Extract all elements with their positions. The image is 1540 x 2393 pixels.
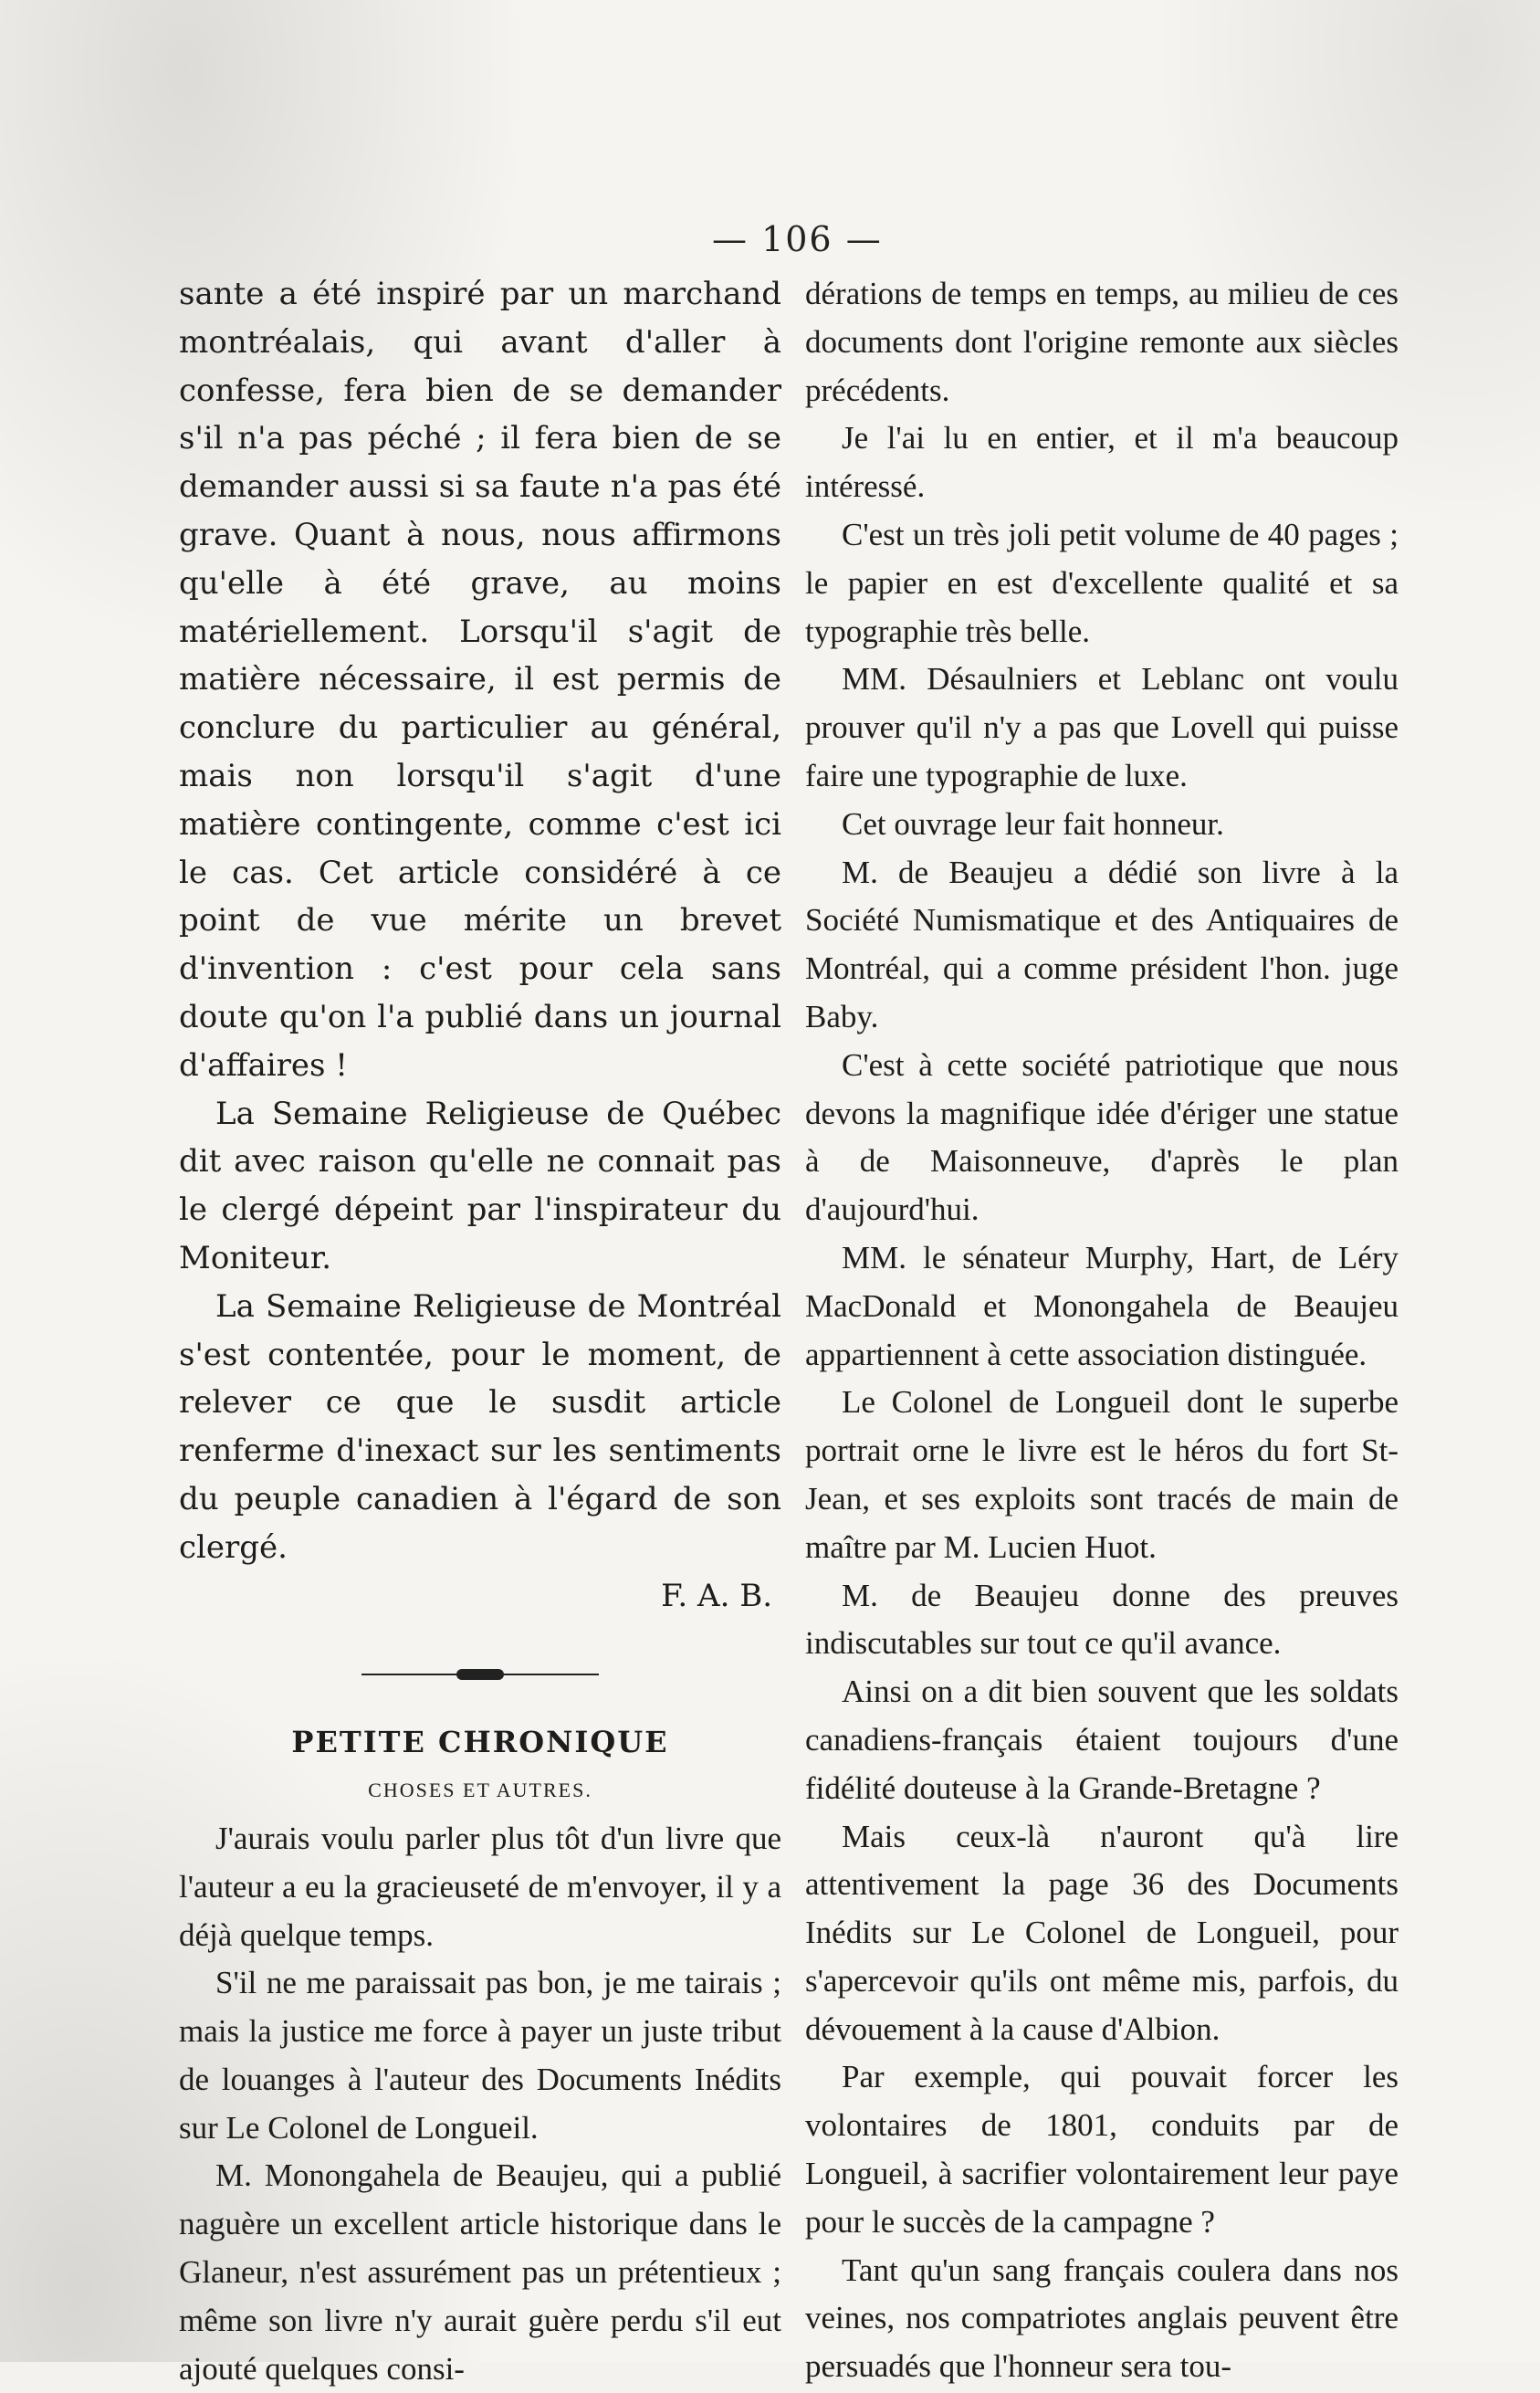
right-paragraph-8: MM. le sénateur Murphy, Hart, de Léry MacDonald et Monongahela de Beaujeu appartiennent à cette association distinguée. bbox=[805, 1239, 1399, 1372]
left-paragraph-3: La Semaine Religieuse de Montréal s'est contentée, pour le moment, de relever ce que le susdit article renferme d'inexact sur les sentiments du peuple canadien à l'égard de son clergé. bbox=[179, 1287, 781, 1566]
right-paragraph-12: Mais ceux-là n'auront qu'à lire attentivement la page 36 des Documents Inédits sur Le Colonel de Longueil, pour s'apercevoir qu'ils ont même mis, parfois, du dévouement à la cause d'Albion. bbox=[805, 1818, 1399, 2047]
left-column bbox=[179, 270, 781, 2393]
right-paragraph-11: Ainsi on a dit bien souvent que les soldats canadiens-français étaient toujours d'une fidélité douteuse à la Grande-Bretagne ? bbox=[805, 1674, 1399, 1806]
right-paragraph-10: M. de Beaujeu donne des preuves indiscutables sur tout ce qu'il avance. bbox=[805, 1577, 1399, 1662]
chronicle-paragraph-2: S'il ne me paraissait pas bon, je me tairais ; mais la justice me force à payer un juste tribut de louanges à l'auteur des Documents Inédits sur Le Colonel de Longueil. bbox=[179, 1965, 781, 2146]
section-subtitle: CHOSES ET AUTRES. bbox=[368, 1779, 592, 1802]
chronicle-paragraph-3: M. Monongahela de Beaujeu, qui a publié naguère un excellent article historique dans le Glaneur, n'est assurément pas un prétentieux ; même son livre n'y aurait guère perdu s'il eut ajouté quelques consi- bbox=[179, 2157, 781, 2387]
signature: F. A. B. bbox=[661, 1577, 772, 1614]
right-paragraph-4: MM. Désaulniers et Leblanc ont voulu prouver qu'il n'y a pas que Lovell qui puisse faire une typographie de luxe. bbox=[805, 661, 1399, 793]
right-paragraph-7: C'est à cette société patriotique que nous devons la magnifique idée d'ériger une statue à de Maisonneuve, d'après le plan d'aujourd'hui. bbox=[805, 1046, 1399, 1228]
right-paragraph-13: Par exemple, qui pouvait forcer les volontaires de 1801, conduits par de Longueil, à sacrifier volontairement leur paye pour le succès de la campagne ? bbox=[805, 2059, 1399, 2240]
chronicle-paragraph-1: J'aurais voulu parler plus tôt d'un livre que l'auteur a eu la gracieuseté de m'envoyer, il y a déjà quelque temps. bbox=[179, 1820, 781, 1953]
page-number: — 106 — bbox=[712, 219, 883, 259]
section-title: PETITE CHRONIQUE bbox=[291, 1725, 669, 1760]
right-column bbox=[805, 270, 1399, 2391]
left-paragraph-2: La Semaine Religieuse de Québec dit avec raison qu'elle ne connait pas le clergé dépeint par l'inspirateur du Moniteur. bbox=[179, 1095, 781, 1276]
right-paragraph-3: C'est un très joli petit volume de 40 pages ; le papier en est d'excellente qualité et sa typographie très belle. bbox=[805, 516, 1399, 649]
right-paragraph-5: Cet ouvrage leur fait honneur. bbox=[842, 805, 1224, 842]
ornamental-divider bbox=[361, 1667, 599, 1682]
right-paragraph-2: Je l'ai lu en entier, et il m'a beaucoup intéressé. bbox=[805, 420, 1399, 505]
left-paragraph-1: sante a été inspiré par un marchand montréalais, qui avant d'aller à confesse, fera bien de se demander s'il n'a pas péché ; il fera bien de se demander aussi si sa faute n'a pas été grave. Quant à nous, nous affirmons qu'elle à été grave, au moins matériellement. Lorsqu'il s'agit de matière nécessaire, il est permis de conclure du particulier au général, mais non lorsqu'il s'agit d'une matière contingente, comme c'est ici le cas. Cet article considéré à ce point de vue mérite un brevet d'invention : c'est pour cela sans doute qu'on l'a publié dans un journal d'affaires ! bbox=[179, 276, 781, 1084]
right-paragraph-1: dérations de temps en temps, au milieu de ces documents dont l'origine remonte aux siècles précédents. bbox=[805, 276, 1399, 408]
chronicle-text bbox=[179, 1815, 781, 2393]
right-paragraph-9: Le Colonel de Longueil dont le superbe portrait orne le livre est le héros du fort St-Jean, et ses exploits sont tracés de main de maître par M. Lucien Huot. bbox=[805, 1384, 1399, 1565]
right-paragraph-14: Tant qu'un sang français coulera dans nos veines, nos compatriotes anglais peuvent être persuadés que l'honneur sera tou- bbox=[805, 2251, 1399, 2385]
right-paragraph-6: M. de Beaujeu a dédié son livre à la Société Numismatique et des Antiquaires de Montréal, qui a comme président l'hon. juge Baby. bbox=[805, 854, 1399, 1034]
